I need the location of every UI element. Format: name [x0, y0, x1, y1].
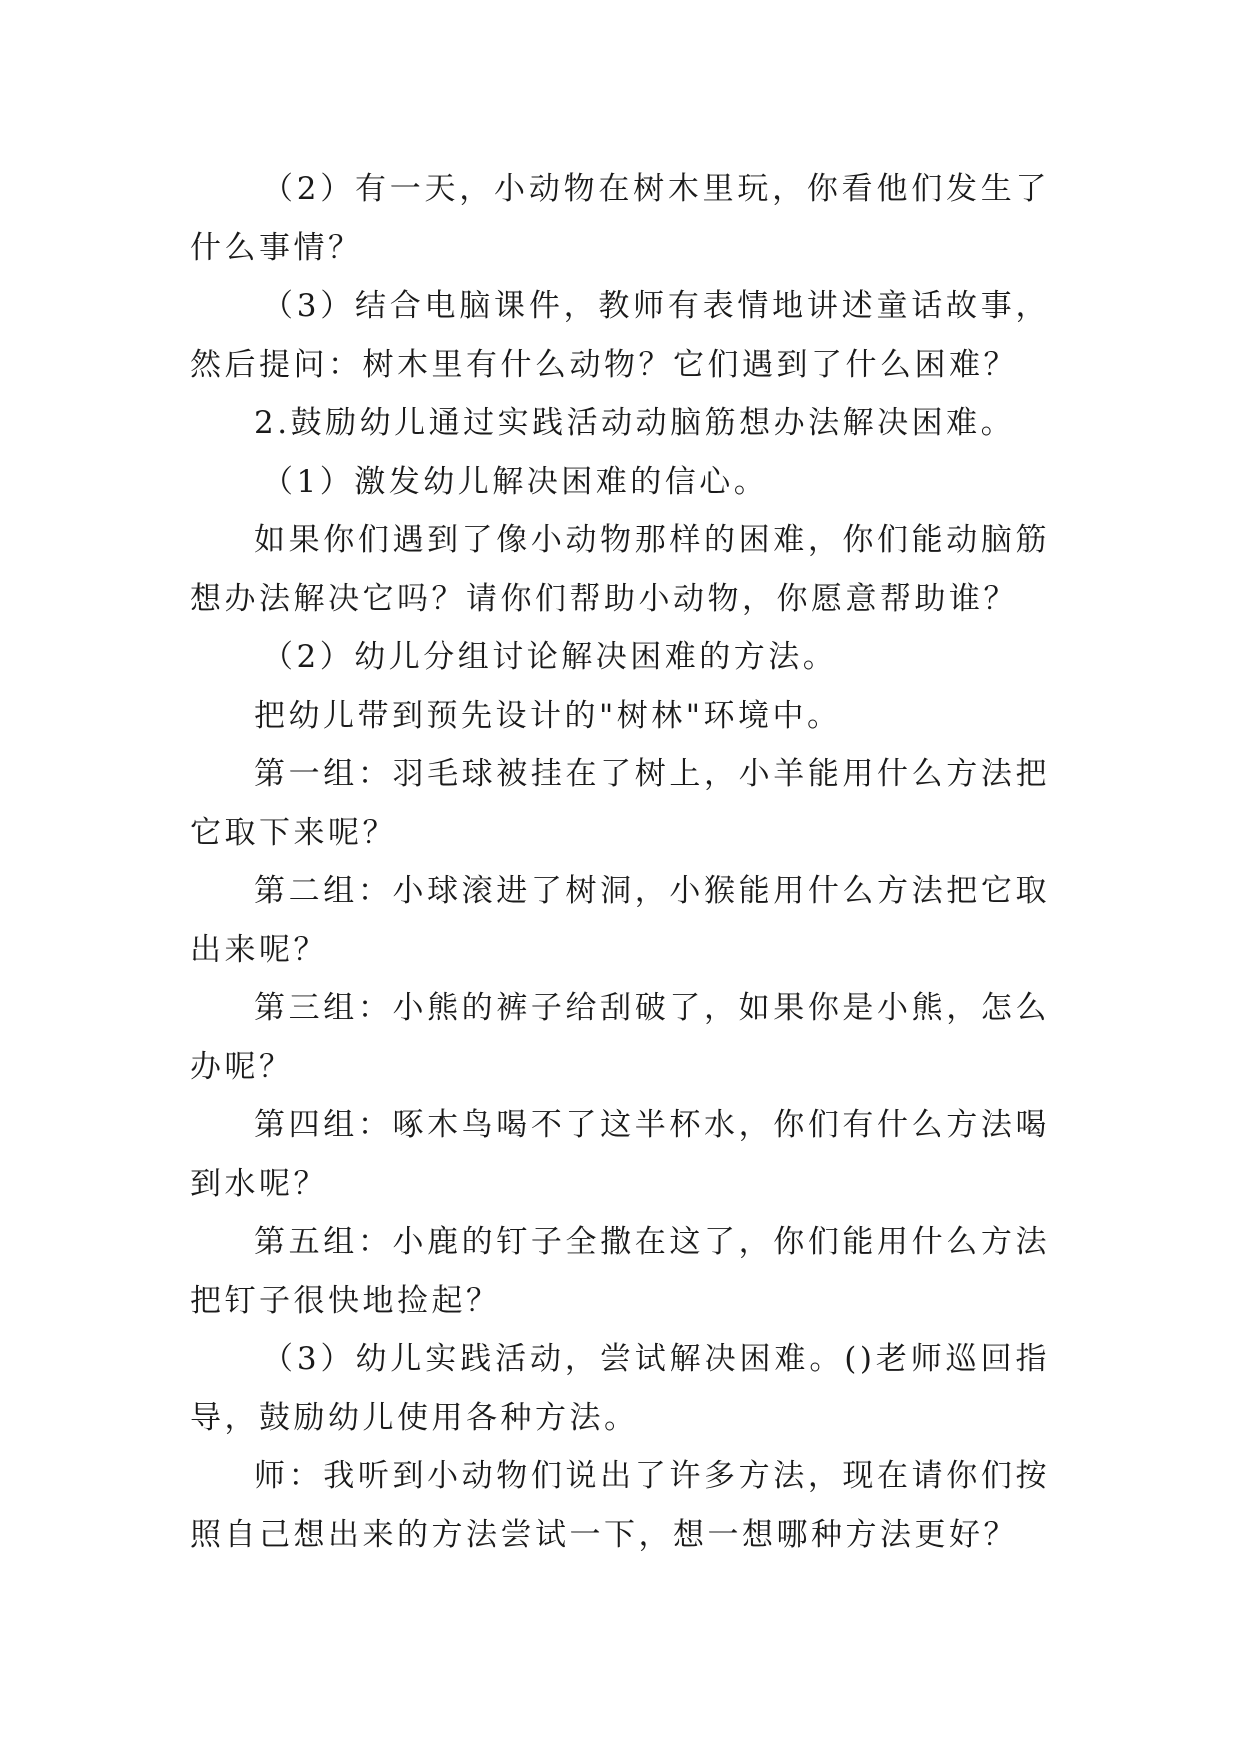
paragraph: 第四组：啄木鸟喝不了这半杯水，你们有什么方法喝到水呢？	[190, 1107, 1050, 1202]
paragraph: 2.鼓励幼儿通过实践活动动脑筋想办法解决困难。	[254, 405, 1016, 441]
paragraph: （3）结合电脑课件，教师有表情地讲述童话故事，然后提问：树木里有什么动物？它们遇到了什么困难？	[190, 288, 1050, 383]
paragraph: 把幼儿带到预先设计的"树林"环境中。	[254, 697, 842, 734]
document-body	[190, 160, 1050, 1564]
paragraph: 第三组：小熊的裤子给刮破了，如果你是小熊，怎么办呢？	[190, 990, 1050, 1085]
paragraph: 第二组：小球滚进了树洞，小猴能用什么方法把它取出来呢？	[190, 873, 1050, 968]
paragraph: （2）幼儿分组讨论解决困难的方法。	[262, 639, 838, 675]
paragraph: 如果你们遇到了像小动物那样的困难，你们能动脑筋想办法解决它吗？请你们帮助小动物，你愿意帮助谁？	[190, 522, 1050, 617]
paragraph: （1）激发幼儿解决困难的信心。	[262, 463, 769, 500]
paragraph: 第五组：小鹿的钉子全撒在这了，你们能用什么方法把钉子很快地捡起？	[190, 1224, 1050, 1319]
paragraph: （2）有一天，小动物在树木里玩，你看他们发生了什么事情？	[190, 171, 1050, 266]
paragraph: 第一组：羽毛球被挂在了树上，小羊能用什么方法把它取下来呢？	[190, 756, 1050, 851]
paragraph: （3）幼儿实践活动，尝试解决困难。()老师巡回指导，鼓励幼儿使用各种方法。	[190, 1341, 1050, 1436]
paragraph: 师：我听到小动物们说出了许多方法，现在请你们按照自己想出来的方法尝试一下，想一想哪种方法更好？	[190, 1458, 1050, 1553]
